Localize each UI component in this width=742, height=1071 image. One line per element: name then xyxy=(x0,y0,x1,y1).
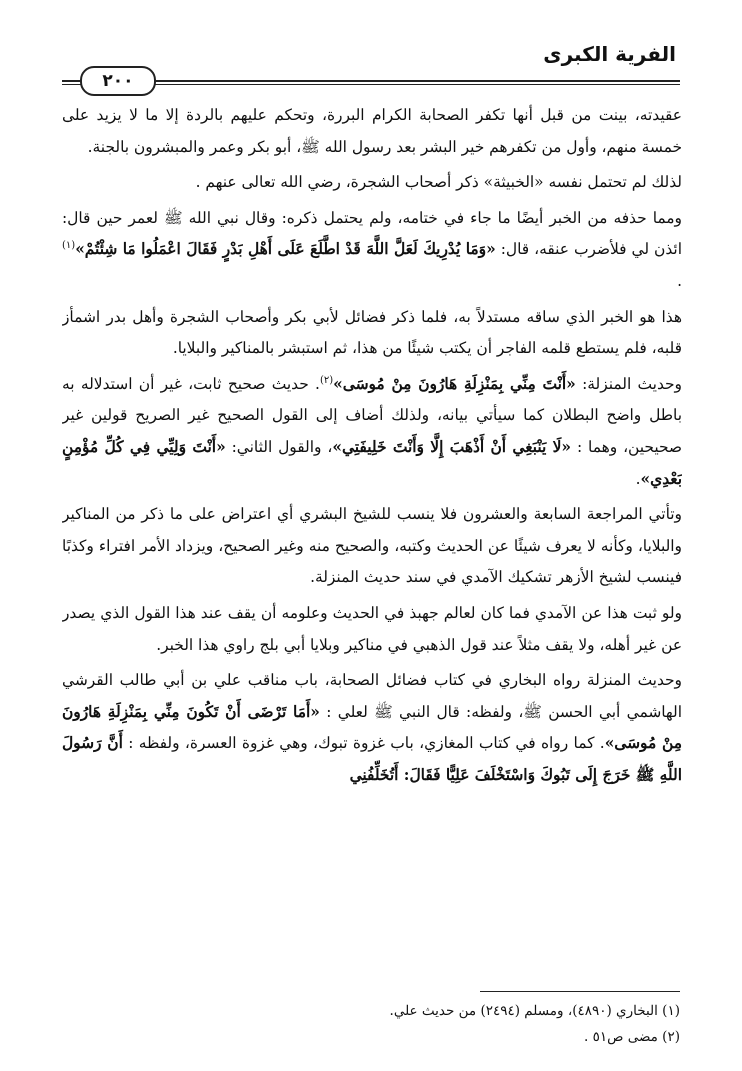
paragraph-text: هذا هو الخبر الذي ساقه مستدلاً به، فلما ذكر فضائل لأبي بكر وأصحاب الشجرة وأهل بدر اشمأز قلبه، فلم يستطع قلمه الفاجر أن يكتب شيئًا من هذا، ثم استبشر بالمناكير والبلايا. xyxy=(62,307,682,358)
paragraph xyxy=(62,203,682,298)
paragraph-text: . حديث صحيح ثابت، غير أن استدلاله به باطل واضح البطلان كما سيأتي بيانه، ولذلك أضاف إلى القول الصحيح غير الصريح قولين غير صحيحين، وهما : xyxy=(62,374,682,456)
page-number: ٢٠٠ xyxy=(80,66,156,96)
footnote-ref[interactable]: (١) xyxy=(62,240,76,252)
paragraph-end: . xyxy=(677,271,682,290)
running-title: الفرية الكبرى xyxy=(543,42,676,66)
paragraph xyxy=(62,369,682,495)
footnote-rule xyxy=(480,991,680,992)
paragraph xyxy=(62,665,682,791)
hadith-quote: «أَنْتَ وَلِيِّي فِي كُلِّ مُؤْمِنٍ بَعْدِي» xyxy=(62,437,682,488)
footnote: (١) البخاري (٤٨٩٠)، ومسلم (٢٤٩٤) من حديث علي. xyxy=(389,1003,680,1019)
paragraph-text: ، والقول الثاني: xyxy=(231,437,333,456)
hadith-quote: «وَمَا يُدْرِيكَ لَعَلَّ اللَّهَ قَدْ اطَّلَعَ عَلَى أَهْلِ بَدْرٍ فَقَالَ اعْمَلُوا مَا شِئْتُمْ» xyxy=(75,240,496,259)
hadith-quote: أَنَّ رَسُولَ اللَّهِ ﷺ خَرَجَ إِلَى تَبُوكَ وَاسْتَخْلَفَ عَلِيًّا فَقَالَ: أَتُخَلِّفُنِي xyxy=(62,734,682,784)
paragraph-text: . كما رواه في كتاب المغازي، باب غزوة تبوك، وهي غزوة العسرة، ولفظه : xyxy=(128,734,605,753)
paragraph-text: ومما حذفه من الخبر أيضًا ما جاء في ختامه، ولم يحتمل ذكره: وقال نبي الله ﷺ لعمر حين قال: ائذن لي فلأضرب عنقه، قال: xyxy=(62,208,682,259)
paragraph xyxy=(62,167,682,199)
paragraph-text: وحديث المنزلة رواه البخاري في كتاب فضائل الصحابة، باب مناقب علي بن أبي طالب القرشي الهاشمي أبي الحسن ﷺ، ولفظه: قال النبي ﷺ لعلي : xyxy=(62,671,682,721)
paragraph xyxy=(62,100,682,163)
paragraph-text: وتأتي المراجعة السابعة والعشرون فلا ينسب للشيخ البشري أي اعتراض على ما ذكر من المناكير والبلايا، وكأنه لا يعرف شيئًا عن الحديث وكتبه، والصحيح منه وغير الصحيح، ويزداد الأمر افتراء وكذبًا فينسب لشيخ الأزهر تشكيك الآمدي في سند حديث المنزلة. xyxy=(62,505,682,587)
paragraph xyxy=(62,499,682,594)
footnote-ref[interactable]: (٢) xyxy=(319,374,334,386)
paragraph-end: . xyxy=(635,469,641,488)
paragraph-text: وحديث المنزلة: xyxy=(582,374,682,393)
hadith-quote: «أَمَا تَرْضَى أَنْ تَكُونَ مِنِّي بِمَنْزِلَةِ هَارُونَ مِنْ مُوسَى» xyxy=(62,702,682,753)
footnotes xyxy=(62,998,680,1050)
paragraph-text: لذلك لم تحتمل نفسه «الخبيثة» ذكر أصحاب الشجرة، رضي الله تعالى عنهم . xyxy=(195,173,682,192)
paragraph-text: ولو ثبت هذا عن الآمدي فما كان لعالم جهبذ في الحديث وعلومه أن يقف عند هذا القول الذي يصدر عن غير أهله، ولا يقف مثلاً عند قول الذهبي في مناكير وبلايا أبي بلج راوي هذا الخبر. xyxy=(62,603,682,654)
hadith-quote: «أَنْتَ مِنِّي بِمَنْزِلَةِ هَارُونَ مِنْ مُوسَى» xyxy=(333,374,576,393)
main-text xyxy=(62,100,682,980)
paragraph-text: عقيدته، بينت من قبل أنها تكفر الصحابة الكرام البررة، وتحكم عليهم بالردة إلا ما لا يزيد على خمسة منهم، وأول من تكفرهم خير البشر بعد رسول الله ﷺ، أبو بكر وعمر والمبشرون بالجنة. xyxy=(62,106,682,156)
paragraph xyxy=(62,598,682,661)
footnote: (٢) مضى ص٥١ . xyxy=(583,1029,680,1045)
paragraph xyxy=(62,302,682,365)
hadith-quote: «لَا يَنْبَغِي أَنْ أَذْهَبَ إِلَّا وَأَنْتَ خَلِيفَتِي» xyxy=(332,437,572,456)
